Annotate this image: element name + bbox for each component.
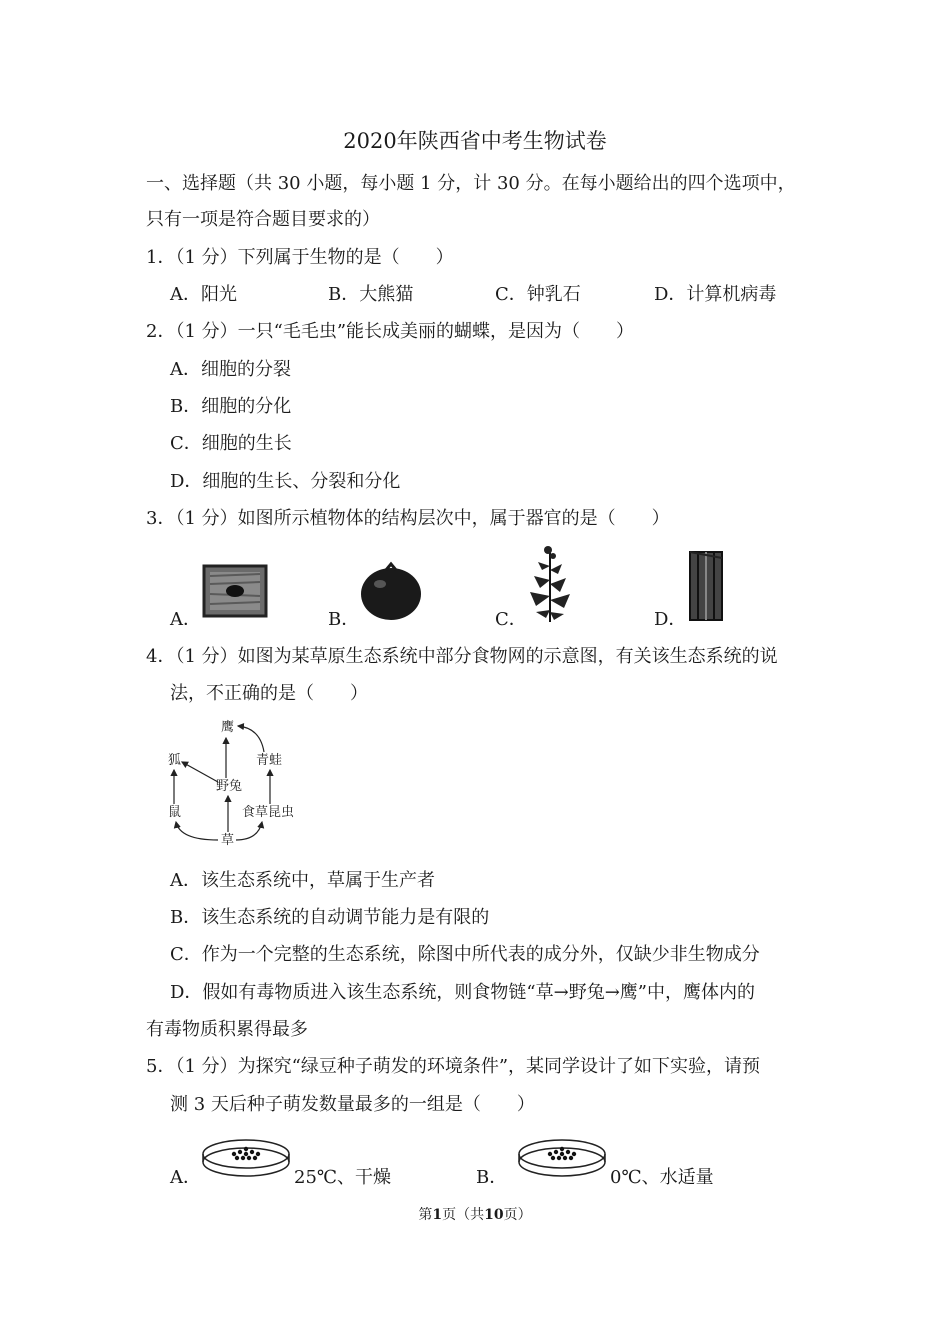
q1-stem: 1．（1 分）下列属于生物的是（ ） <box>146 247 454 268</box>
q4-option-c: C．作为一个完整的生态系统，除图中所代表的成分外，仅缺少非生物成分 <box>170 944 760 965</box>
q1-option-c: C．钟乳石 <box>495 284 581 305</box>
q4-stem: 4．（1 分）如图为某草原生态系统中部分食物网的示意图，有关该生态系统的说 <box>146 646 778 667</box>
node-fox: 狐 <box>168 753 182 768</box>
petri-dish-b-image <box>516 1132 608 1182</box>
node-rabbit: 野兔 <box>216 779 243 794</box>
q1-option-b: B．大熊猫 <box>328 284 414 305</box>
q2-option-b: B．细胞的分化 <box>170 396 292 417</box>
page-title: 2020年陕西省中考生物试卷 <box>343 129 607 153</box>
footer-total-pages: 10 <box>484 1207 504 1223</box>
q5-option-a-text: 25℃、干燥 <box>294 1167 392 1188</box>
node-grass: 草 <box>221 833 235 848</box>
q4-option-d: D．假如有毒物质进入该生态系统，则食物链“草→野兔→鹰”中，鹰体内的 <box>170 982 755 1003</box>
q3-label-c: C． <box>495 609 527 630</box>
tomato-image <box>358 560 424 622</box>
plant-image <box>522 544 578 626</box>
q2-option-a: A．细胞的分裂 <box>170 359 291 380</box>
q3-label-a: A． <box>170 609 201 630</box>
q4-option-b: B．该生态系统的自动调节能力是有限的 <box>170 907 490 928</box>
section-heading: 一、选择题（共 30 小题，每小题 1 分，计 30 分。在每小题给出的四个选项中， <box>146 173 796 194</box>
page-footer <box>0 1206 950 1224</box>
footer-page-number: 1 <box>432 1207 443 1223</box>
section-heading-cont: 只有一项是符合题目要求的） <box>146 209 380 230</box>
q4-stem-cont: 法，不正确的是（ ） <box>170 683 368 704</box>
q2-option-d: D．细胞的生长、分裂和分化 <box>170 471 401 492</box>
q4-option-a: A．该生态系统中，草属于生产者 <box>170 870 435 891</box>
q5-option-b-text: 0℃、水适量 <box>610 1167 714 1188</box>
q2-option-c: C．细胞的生长 <box>170 433 292 454</box>
food-web-diagram <box>160 716 310 852</box>
stem-section-image <box>686 548 726 624</box>
node-eagle: 鹰 <box>221 720 235 735</box>
footer-prefix: 第 <box>418 1207 433 1223</box>
q4-option-d-cont: 有毒物质积累得最多 <box>146 1019 308 1040</box>
node-insect: 食草昆虫 <box>242 805 295 820</box>
q3-label-d: D． <box>654 609 687 630</box>
q3-label-b: B． <box>328 609 360 630</box>
tissue-block-image <box>200 560 270 620</box>
q3-stem: 3．（1 分）如图所示植物体的结构层次中，属于器官的是（ ） <box>146 508 670 529</box>
footer-suffix: 页） <box>503 1207 532 1223</box>
footer-mid: 页（共 <box>442 1207 485 1223</box>
q5-stem-cont: 测 3 天后种子萌发数量最多的一组是（ ） <box>170 1094 535 1115</box>
q1-option-a: A．阳光 <box>170 284 237 305</box>
q1-option-d: D．计算机病毒 <box>654 284 777 305</box>
q5-stem: 5．（1 分）为探究“绿豆种子萌发的环境条件”，某同学设计了如下实验，请预 <box>146 1056 761 1077</box>
node-mouse: 鼠 <box>168 805 182 820</box>
q5-option-b-label: B． <box>476 1167 508 1188</box>
node-frog: 青蛙 <box>256 753 283 768</box>
petri-dish-a-image <box>200 1132 292 1182</box>
q5-option-a-label: A． <box>170 1167 201 1188</box>
q2-stem: 2．（1 分）一只“毛毛虫”能长成美丽的蝴蝶，是因为（ ） <box>146 321 635 342</box>
